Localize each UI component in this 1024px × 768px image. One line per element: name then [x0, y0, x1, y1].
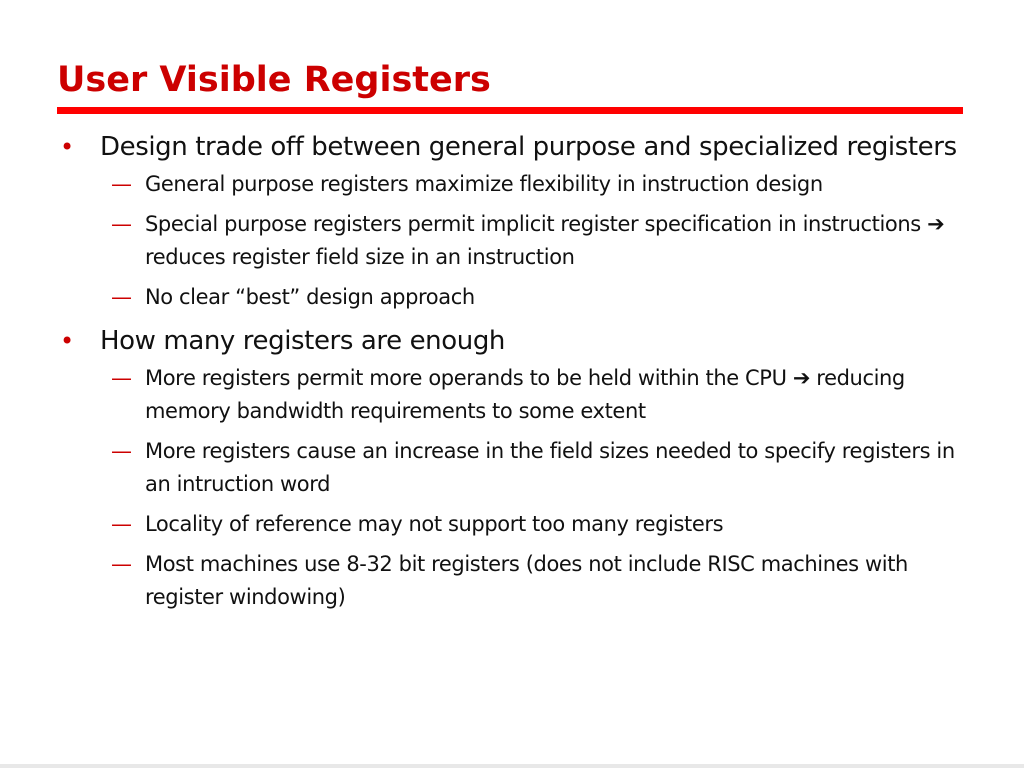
sub-text-post: reducing memory bandwidth requirements to some extent [145, 366, 905, 423]
sub-item [57, 435, 957, 501]
slide-title: User Visible Registers [57, 60, 491, 100]
sub-text: Most machines use 8-32 bit registers (does not include RISC machines with register windowing) [145, 552, 908, 609]
bullet-text: Design trade off between general purpose and specialized registers [100, 132, 957, 162]
sub-list [57, 168, 957, 314]
sub-item [57, 208, 957, 274]
bullet-icon: • [60, 327, 74, 355]
sub-text: More registers cause an increase in the field sizes needed to specify registers in an intruction word [145, 439, 955, 496]
sub-item [57, 281, 957, 314]
sub-text-pre: Special purpose registers permit implicit register specification in instructions [145, 212, 928, 236]
dash-icon: — [111, 212, 132, 236]
sub-text-pre: More registers permit more operands to be held within the CPU [145, 366, 793, 390]
title-rule [57, 107, 963, 114]
dash-icon: — [111, 366, 132, 390]
bullet-text: How many registers are enough [100, 326, 506, 356]
dash-icon: — [111, 285, 132, 309]
sub-item [57, 548, 957, 614]
sub-item [57, 168, 957, 201]
sub-text: No clear “best” design approach [145, 285, 475, 309]
sub-item [57, 508, 957, 541]
arrow-right-icon: ➔ [927, 212, 945, 236]
bottom-band [0, 764, 1024, 768]
slide-content [57, 128, 957, 622]
bullet-item [57, 322, 957, 360]
arrow-right-icon: ➔ [792, 366, 811, 390]
sub-text: Locality of reference may not support too many registers [145, 512, 724, 536]
sub-item [57, 362, 957, 428]
sub-list [57, 362, 957, 614]
sub-text: General purpose registers maximize flexibility in instruction design [145, 172, 823, 196]
dash-icon: — [111, 552, 132, 576]
bullet-icon: • [60, 133, 74, 161]
dash-icon: — [111, 512, 132, 536]
sub-text-post: reduces register field size in an instruction [145, 245, 575, 269]
bullet-item [57, 128, 957, 166]
dash-icon: — [111, 439, 132, 463]
dash-icon: — [111, 172, 132, 196]
